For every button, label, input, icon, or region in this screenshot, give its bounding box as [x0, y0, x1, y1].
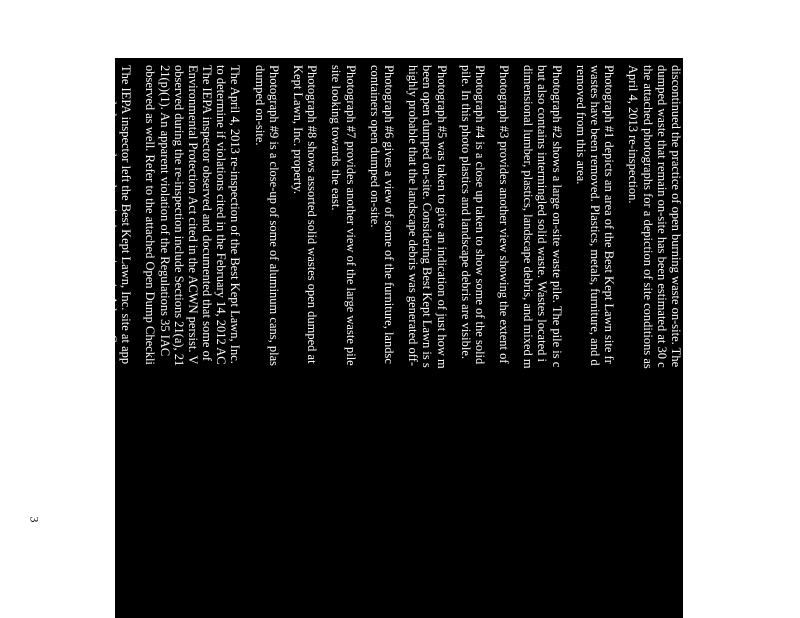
text-line: wastes have been removed. Plastics, metals, furniture, and d [588, 65, 603, 366]
paragraph [406, 58, 449, 618]
paragraph [521, 58, 564, 618]
paragraph [368, 58, 396, 618]
text-line: removed from this area. [573, 65, 588, 185]
paragraph [143, 58, 242, 618]
text-line: Photograph #5 was taken to give an indication of just how m [434, 65, 449, 369]
text-line: The IEPA inspector left the Best Kept Lawn, Inc. site at app [119, 65, 134, 365]
text-line: Photograph #7 provides another view of the large waste pile [343, 65, 358, 366]
paragraph [459, 58, 487, 618]
text-line: but also contains intermingled solid waste. Wastes located i [535, 65, 550, 362]
document-page [80, 58, 683, 618]
text-line: Photograph #4 is a close up taken to show some of the solid [472, 65, 487, 365]
text-line: observed during the re-inspection include Sections 21(a), 21 [171, 65, 186, 367]
text-line: been open dumped on-site. Considering Best Kept Lawn is s [420, 65, 435, 368]
text-line: The IEPA inspector observed and documented that some of [200, 65, 215, 361]
text-line: discontinued the practice of open burning waste on-site. The [669, 65, 683, 368]
page-number: 3 [27, 516, 42, 523]
paragraph [626, 58, 683, 618]
text-line: dumped waste that remain on-site has been estimated at 30 c [654, 65, 669, 368]
text-line: The April 4, 2013 re-inspection of the Best Kept Lawn, Inc. [228, 65, 243, 364]
paragraph [497, 58, 511, 618]
text-line: Photograph #2 shows a large on-site waste pile. The pile is c [549, 65, 564, 368]
text-line: Environmental Protection Act cited in the ACWN persist. V [185, 65, 200, 365]
paragraph [291, 58, 319, 618]
text-line: Photograph #9 is a close-up of some of aluminum cans, plas [266, 65, 281, 366]
text-line: Photograph #3 provides another view showing the extent of [497, 65, 512, 364]
text-line: containers open dumped on-site. [367, 65, 382, 228]
text-line: to determine if violations cited in the February 14, 2012 AC [214, 65, 229, 365]
paragraph [105, 58, 133, 618]
paragraph [329, 58, 357, 618]
text-line: 21(p)(1). An apparent violation of the Regulations 35 IAC [157, 65, 172, 357]
text-line: Kept Lawn, Inc. property. [291, 65, 306, 195]
text-line: April 4, 2013 re-inspection. [626, 65, 641, 204]
text-line: Photograph #8 shows assorted solid wastes open dumped at [305, 65, 320, 364]
document-body [80, 58, 683, 618]
text-line: pile. In this photo plastics and landscape debris are visible. [458, 65, 473, 360]
cc-line: cc: DLPC/FOS - Springfield Region [80, 65, 95, 269]
text-line: observed as well. Refer to the attached Open Dump Checkli [143, 65, 158, 365]
text-line: the attached photographs for a depiction of site conditions as [640, 65, 655, 369]
text-line: proceeded to conduct other site inspections in Adams Count [105, 65, 119, 365]
text-line: Photograph #1 depicts an area of the Best Kept Lawn site fr [602, 65, 617, 364]
text-line: highly probable that the landscape debris was generated off- [406, 65, 421, 367]
paragraph [253, 58, 281, 618]
paragraph [574, 58, 617, 618]
text-line: dimensional lumber, plastics, landscape debris, and mixed m [521, 65, 536, 369]
text-line: dumped on-site. [252, 65, 267, 146]
text-line: Photograph #6 gives a view of some of the furniture, landsc [382, 65, 396, 364]
text-line: site looking towards the east. [329, 65, 344, 211]
